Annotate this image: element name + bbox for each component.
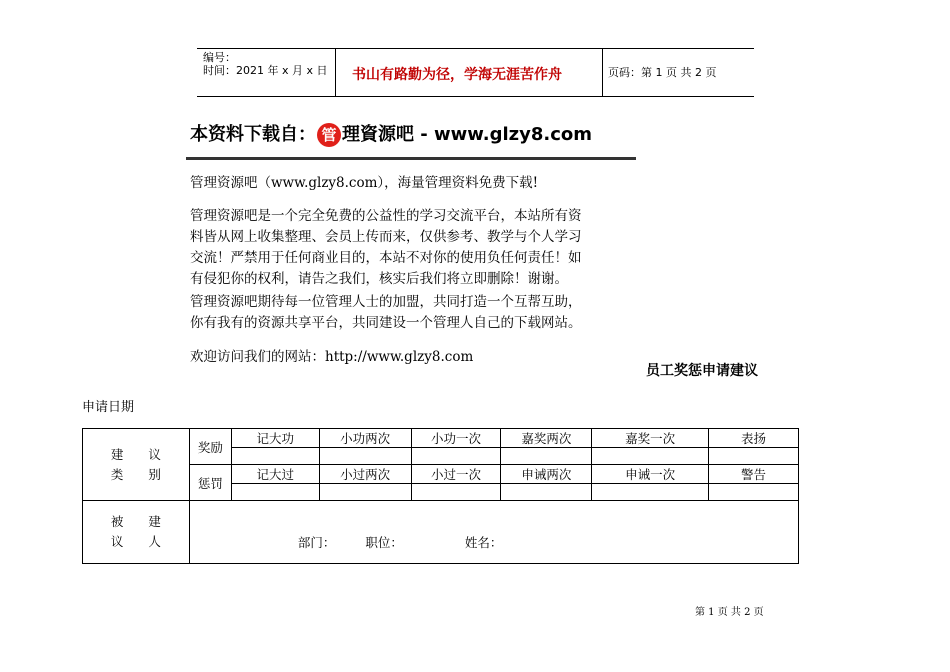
document-title: 员工奖惩申请建议 <box>646 363 758 379</box>
reward-option: 嘉奖一次 <box>592 429 709 448</box>
header-divider-right <box>602 48 603 96</box>
dept-label: 部门： <box>297 535 336 550</box>
banner-site-name: 理資源吧 <box>342 124 414 145</box>
reward-option: 小功一次 <box>411 429 501 448</box>
punish-label: 惩罚 <box>189 465 231 501</box>
reward-checkbox-cell[interactable] <box>411 448 501 465</box>
nominee-label-line: 被 建 <box>110 514 161 529</box>
nominee-label-line: 议 人 <box>110 534 161 549</box>
intro-p2-line: 料皆从网上收集整理、会员上传而来，仅供参考、教学与个人学习 <box>190 229 582 245</box>
punish-checkbox-cell[interactable] <box>231 484 319 501</box>
footer-page-info: 第 1 页 共 2 页 <box>695 607 764 618</box>
header-page-info: 页码：第 1 页 共 2 页 <box>608 66 717 79</box>
punish-option: 申诫一次 <box>592 465 709 484</box>
intro-paragraph-1: 管理资源吧（www.glzy8.com），海量管理资料免费下载! <box>190 175 539 191</box>
punish-checkbox-cell[interactable] <box>501 484 592 501</box>
category-label-line: 类 别 <box>110 466 161 482</box>
name-label: 姓名： <box>464 535 503 550</box>
banner-url: - www.glzy8.com <box>414 124 592 145</box>
reward-option: 表扬 <box>709 429 799 448</box>
reward-checkbox-cell[interactable] <box>709 448 799 465</box>
category-label-cell <box>83 429 190 501</box>
reward-option: 小功两次 <box>319 429 411 448</box>
position-label: 职位： <box>365 535 403 550</box>
banner-underline <box>186 157 636 160</box>
reward-label: 奖励 <box>189 429 231 465</box>
punish-checkbox-cell[interactable] <box>592 484 709 501</box>
reward-option: 嘉奖两次 <box>501 429 592 448</box>
reward-punish-form <box>82 428 799 564</box>
punish-option: 警告 <box>709 465 799 484</box>
site-logo-icon: 管 <box>317 123 341 147</box>
header-bottom-rule <box>197 96 754 97</box>
reward-checkbox-cell[interactable] <box>231 448 319 465</box>
punish-checkbox-cell[interactable] <box>319 484 411 501</box>
reward-checkbox-cell[interactable] <box>319 448 411 465</box>
punish-option: 申诫两次 <box>501 465 592 484</box>
reward-checkbox-cell[interactable] <box>501 448 592 465</box>
punish-checkbox-cell[interactable] <box>709 484 799 501</box>
reward-option: 记大功 <box>231 429 319 448</box>
download-banner <box>190 120 592 147</box>
header-divider-left <box>335 48 336 96</box>
intro-paragraph-2 <box>190 206 582 290</box>
intro-paragraph-4: 欢迎访问我们的网站：http://www.glzy8.com <box>190 349 474 365</box>
header-time-label: 时间：2021 年 x 月 x 日 <box>203 64 328 77</box>
nominee-info-cell[interactable] <box>189 501 798 564</box>
banner-prefix: 本资料下载自： <box>190 124 316 145</box>
header-top-rule <box>197 48 754 49</box>
punish-checkbox-cell[interactable] <box>411 484 501 501</box>
punish-option: 小过两次 <box>319 465 411 484</box>
intro-p3-line: 你有我有的资源共享平台，共同建设一个管理人自己的下载网站。 <box>190 315 582 331</box>
intro-p2-line: 交流！严禁用于任何商业目的，本站不对你的使用负任何责任！如 <box>190 250 582 266</box>
header-motto: 书山有路勤为径，学海无涯苦作舟 <box>352 67 562 83</box>
apply-date-label: 申请日期 <box>82 400 135 415</box>
nominee-label-cell <box>83 501 190 564</box>
punish-option: 小过一次 <box>411 465 501 484</box>
reward-checkbox-cell[interactable] <box>592 448 709 465</box>
intro-p3-line: 管理资源吧期待每一位管理人士的加盟，共同打造一个互帮互助， <box>190 294 582 310</box>
intro-p2-line: 有侵犯你的权利，请告之我们，核实后我们将立即删除！谢谢。 <box>190 271 568 287</box>
intro-paragraph-3 <box>190 292 582 334</box>
punish-option: 记大过 <box>231 465 319 484</box>
category-label-line: 建 议 <box>110 446 161 462</box>
header-number-label: 编号： <box>203 51 236 64</box>
intro-p2-line: 管理资源吧是一个完全免费的公益性的学习交流平台，本站所有资 <box>190 208 582 224</box>
